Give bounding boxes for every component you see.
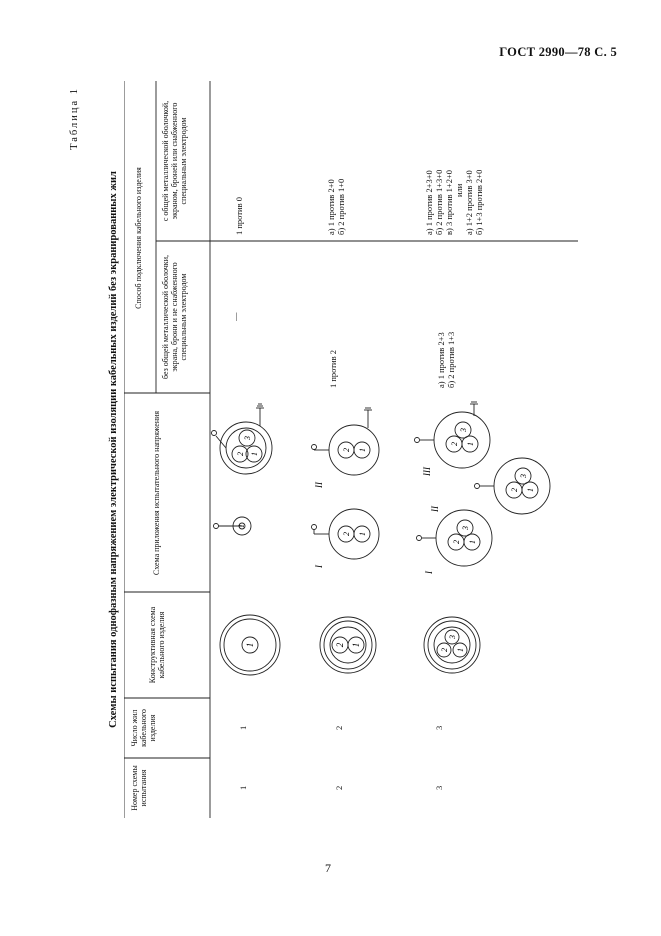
row-3-with-d: а) 1+2 против 3+0 bbox=[464, 170, 475, 235]
core-1-label: 1 bbox=[358, 448, 367, 452]
core-2-label: 2 bbox=[342, 448, 351, 452]
row-3-without-b: б) 2 против 1+3 bbox=[446, 331, 457, 388]
row-3-with-c: в) 3 против 1+2+0 bbox=[444, 169, 455, 235]
core-2-label: 2 bbox=[450, 442, 459, 446]
row-3-with-e: б) 1+3 против 2+0 bbox=[474, 169, 485, 235]
table-label: Таблица 1 bbox=[69, 87, 80, 150]
row-2-cores: 2 bbox=[334, 725, 344, 730]
table-title: Схемы испытания однофазным напряжением электрической изоляции кабельных изделий без экранированных жил bbox=[108, 171, 119, 728]
row-2-number: 2 bbox=[334, 785, 344, 790]
core-3-label: 3 bbox=[448, 635, 457, 639]
row-3-without-a: а) 1 против 2+3 bbox=[436, 332, 446, 388]
row-3-with-a: а) 1 против 2+3+0 bbox=[424, 170, 434, 235]
core-1-label: 1 bbox=[456, 648, 465, 652]
core-2-label: 2 bbox=[440, 648, 449, 652]
roman-label: II bbox=[430, 506, 440, 512]
roman-label: III bbox=[422, 467, 432, 476]
roman-label: II bbox=[314, 482, 324, 488]
row-3-number: 3 bbox=[434, 785, 444, 790]
core-1-label: 1 bbox=[526, 488, 535, 492]
row-3-with-or: или bbox=[454, 183, 465, 197]
core-3-label: 3 bbox=[243, 436, 252, 440]
voltage-application-diagrams bbox=[212, 396, 572, 586]
row-1-cores: 1 bbox=[238, 725, 248, 730]
core-2-label: 2 bbox=[335, 642, 345, 648]
core-2-label: 2 bbox=[510, 488, 519, 492]
core-2-label: 2 bbox=[342, 532, 351, 536]
core-1-label: 1 bbox=[466, 442, 475, 446]
row-1-number: 1 bbox=[238, 785, 248, 790]
core-1-label: 1 bbox=[468, 540, 477, 544]
table-1-rotated bbox=[69, 81, 578, 818]
core-1-label: 1 bbox=[245, 642, 255, 648]
core-1-label: 1 bbox=[250, 452, 259, 456]
row-2-without: 1 против 2 bbox=[328, 350, 338, 388]
roman-label: I bbox=[424, 571, 434, 574]
header-construction: Конструктивная схема кабельного изделия bbox=[148, 606, 167, 684]
core-3-label: 3 bbox=[459, 428, 468, 432]
header-with-sheath: с общей металлической оболочкой, экраном, броней или снабженного специальным электродом bbox=[161, 100, 189, 222]
page-number: 7 bbox=[325, 861, 331, 875]
construction-diagram-three-core bbox=[414, 598, 494, 678]
row-3-cores: 3 bbox=[434, 725, 444, 730]
header-without-sheath: без общей металлической оболочки, экрана, брони и не снабженного специальным электродом bbox=[161, 255, 189, 379]
core-1-label: 1 bbox=[237, 524, 246, 528]
core-1-label: 1 bbox=[358, 532, 367, 536]
row-1-with: 1 против 0 bbox=[234, 197, 244, 235]
core-2-label: 2 bbox=[452, 540, 461, 544]
header-application: Схема приложения испытательного напряжения bbox=[152, 410, 161, 576]
document-header: ГОСТ 2990—78 С. 5 bbox=[499, 45, 617, 59]
roman-label: I bbox=[314, 565, 324, 568]
header-scheme-no: Номер схемы испытания bbox=[130, 765, 149, 811]
header-cores: Число жил кабельного изделия bbox=[130, 709, 158, 747]
row-2-with-b: б) 2 против 1+0 bbox=[336, 178, 347, 235]
core-3-label: 3 bbox=[519, 474, 528, 478]
construction-diagram-single-core bbox=[212, 598, 292, 678]
header-method: Способ подключения кабельного изделия bbox=[134, 167, 143, 309]
core-2-label: 2 bbox=[236, 452, 245, 456]
row-2-with-a: а) 1 против 2+0 bbox=[326, 179, 336, 235]
core-3-label: 3 bbox=[461, 526, 470, 530]
row-1-without: — bbox=[230, 312, 240, 321]
core-1-label: 1 bbox=[351, 642, 361, 648]
row-3-with-b: б) 2 против 1+3+0 bbox=[434, 169, 445, 235]
construction-diagram-two-core bbox=[310, 598, 390, 678]
